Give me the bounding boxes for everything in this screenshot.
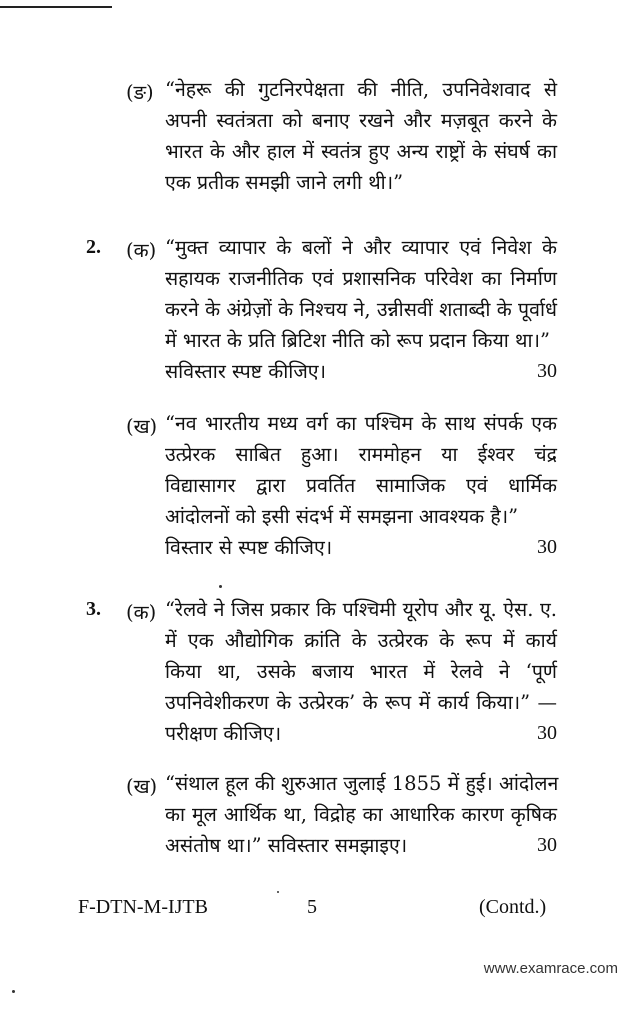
q2a-instruction: सविस्तार स्पष्ट कीजिए। xyxy=(165,360,326,383)
q2b-label: (ख) xyxy=(126,415,158,438)
q3a-line: किया था, उसके बजाय भारत में रेलवे ने ‘पूर्ण xyxy=(165,660,557,683)
scan-speck xyxy=(12,990,15,993)
website-watermark: www.examrace.com xyxy=(483,960,618,977)
q2a-last-line xyxy=(165,356,557,387)
q2b-line: उत्प्रेरक साबित हुआ। राममोहन या ईश्वर चंद्र xyxy=(165,443,557,466)
q1e-text xyxy=(165,74,557,198)
q3a-last-line xyxy=(165,718,557,749)
q3b-marks: 30 xyxy=(537,834,557,856)
q2a-line: “मुक्त व्यापार के बलों ने और व्यापार एवं निवेश के xyxy=(165,236,557,259)
q3a-instruction: परीक्षण कीजिए। xyxy=(165,722,282,745)
q3b-line: “संथाल हूल की शुरुआत जुलाई 1855 में हुई। आंदोलन xyxy=(165,772,559,795)
q2a-text xyxy=(165,232,557,387)
q3a-marks: 30 xyxy=(537,722,557,744)
q3b-last-line xyxy=(165,830,557,861)
q3b-instruction: असंतोष था।” सविस्तार समझाइए। xyxy=(165,834,408,857)
q3-number: 3. xyxy=(86,598,101,620)
q1e-line: अपनी स्वतंत्रता को बनाए रखने और मज़बूत करने के xyxy=(165,109,557,132)
paper-code: F-DTN-M-IJTB xyxy=(78,896,208,918)
q2b-instruction: विस्तार से स्पष्ट कीजिए। xyxy=(165,536,333,559)
scan-speck xyxy=(277,891,279,893)
q3b-label: (ख) xyxy=(126,775,158,798)
top-rule xyxy=(0,6,112,8)
scan-speck xyxy=(219,585,222,588)
q2b-line: विद्यासागर द्वारा प्रवर्तित सामाजिक एवं धार्मिक xyxy=(165,474,557,497)
q3b-line: का मूल आर्थिक था, विद्रोह का आधारिक कारण कृषिक xyxy=(165,803,557,826)
q2b-text xyxy=(165,408,557,563)
q2a-line: में भारत के प्रति ब्रिटिश नीति को रूप प्रदान किया था।” xyxy=(165,329,550,352)
continued-label: (Contd.) xyxy=(479,896,547,918)
q3a-text xyxy=(165,594,557,749)
q3a-label: (क) xyxy=(126,601,157,624)
q2-number: 2. xyxy=(86,236,101,258)
q1e-line: एक प्रतीक समझी जाने लगी थी।” xyxy=(165,171,404,194)
q2a-line: सहायक राजनीतिक एवं प्रशासनिक परिवेश का निर्माण xyxy=(165,267,557,290)
q3a-line: “रेलवे ने जिस प्रकार कि पश्चिमी यूरोप और यू. ऐस. ए. xyxy=(165,598,557,621)
q2a-line: करने के अंग्रेज़ों के निश्चय ने, उन्नीसवीं शताब्दी के पूर्वार्ध xyxy=(165,298,557,321)
q1e-line: “नेहरू की गुटनिरपेक्षता की नीति, उपनिवेशवाद से xyxy=(165,78,557,101)
q1e-label: (ङ) xyxy=(126,81,154,104)
q1e-line: भारत के और हाल में स्वतंत्र हुए अन्य राष्ट्रों के संघर्ष का xyxy=(165,140,557,163)
q3a-line: उपनिवेशीकरण के उत्प्रेरक’ के रूप में कार्य किया।” — xyxy=(165,691,557,714)
q3a-line: में एक औद्योगिक क्रांति के उत्प्रेरक के रूप में कार्य xyxy=(165,629,557,652)
q2b-marks: 30 xyxy=(537,536,557,558)
q2b-last-line xyxy=(165,532,557,563)
q3b-text xyxy=(165,768,557,861)
page-number: 5 xyxy=(307,896,317,918)
q2b-line: आंदोलनों को इसी संदर्भ में समझना आवश्यक है।” xyxy=(165,505,519,528)
q2a-marks: 30 xyxy=(537,360,557,382)
q2a-label: (क) xyxy=(126,239,157,262)
q2b-line: “नव भारतीय मध्य वर्ग का पश्चिम के साथ संपर्क एक xyxy=(165,412,557,435)
